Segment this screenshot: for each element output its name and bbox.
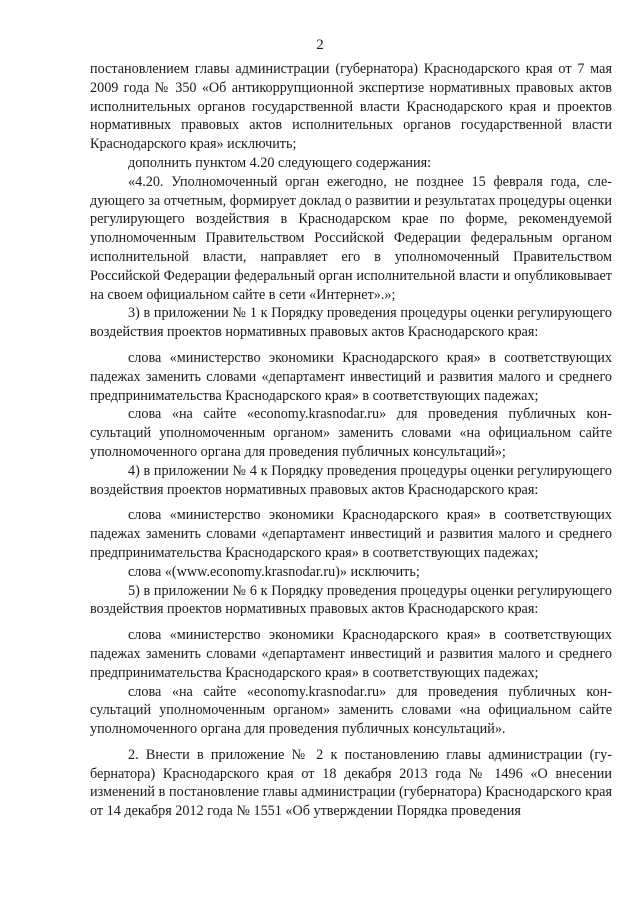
paragraph: дополнить пунктом 4.20 следующего содержания: — [128, 154, 432, 171]
paragraph: слова «министерство экономики Краснодарского края» в соответствующих падежах заменить словами «департамент инвестиций и развития малого и среднего предпринимательства Краснодарского края» в соответствующих падежах; — [90, 507, 612, 561]
paragraph: «4.20. Уполномоченный орган ежегодно, не позднее 15 февраля года, следующего за отчетным, формирует доклад о развитии и результатах процедуры оценки регулирующего воздействия в Краснодарском крае по форме, рекомендуемой уполномоченным Правительством Российской Федерации федеральным органом исполнительной власти, направляет его в уполномоченный Правительством Российской Федерации федеральный орган исполнительной власти и опубликовывает на своем официальном сайте в сети «Интернет».»; — [90, 173, 612, 303]
page-number: 2 — [316, 37, 324, 53]
paragraph: 2. Внести в приложение № 2 к постановлению главы администрации (губернатора) Краснодарского края от 18 декабря 2013 года № 1496 «О внесении изменений в постановление главы администрации (губернатора) Краснодарского края от 14 декабря 2012 года № 1551 «Об утверждении Порядка проведения — [90, 746, 612, 820]
paragraph: 4) в приложении № 4 к Порядку проведения процедуры оценки регулирующего воздействия проектов нормативных правовых актов Краснодарского края: — [90, 462, 612, 498]
paragraph: 5) в приложении № 6 к Порядку проведения процедуры оценки регулирующего воздействия проектов нормативных правовых актов Краснодарского края: — [90, 582, 612, 618]
paragraph: слова «(www.economy.krasnodar.ru)» исключить; — [128, 563, 420, 580]
paragraph: слова «министерство экономики Краснодарского края» в соответствующих падежах заменить словами «департамент инвестиций и развития малого и среднего предпринимательства Краснодарского края» в соответствующих падежах; — [90, 349, 612, 404]
paragraph: слова «на сайте «economy.krasnodar.ru» для проведения публичных консультаций уполномоченным органом» заменить словами «на официальном сайте уполномоченного органа для проведения публичных консультаций». — [90, 683, 612, 738]
paragraph: постановлением главы администрации (губернатора) Краснодарского края от 7 мая 2009 года № 350 «Об антикоррупционной экспертизе нормативных правовых актов исполнительных органов государственной власти Краснодарского края и проектов нормативных правовых актов исполнительных органов государственной власти Краснодарского края» исключить; — [90, 61, 612, 153]
paragraph: слова «министерство экономики Краснодарского края» в соответствующих падежах заменить словами «департамент инвестиций и развития малого и среднего предпринимательства Краснодарского края» в соответствующих падежах; — [90, 627, 612, 681]
paragraph: 3) в приложении № 1 к Порядку проведения процедуры оценки регулирующего воздействия проектов нормативных правовых актов Краснодарского края: — [90, 305, 612, 341]
paragraph: слова «на сайте «economy.krasnodar.ru» для проведения публичных консультаций уполномоченным органом» заменить словами «на официальном сайте уполномоченного органа для проведения публичных консультаций»; — [90, 406, 612, 460]
document-body — [90, 60, 612, 821]
